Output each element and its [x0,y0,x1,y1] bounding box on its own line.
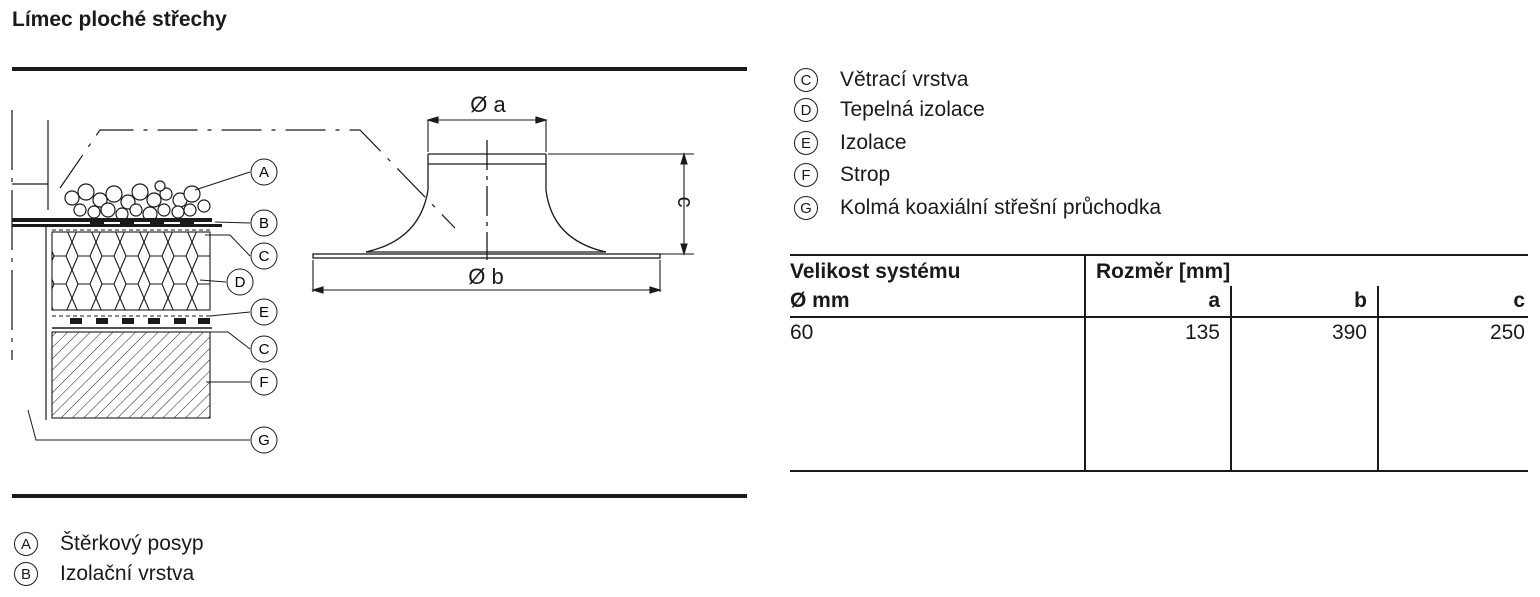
legend-text-g: Kolmá koaxiální střešní průchodka [840,196,1161,219]
svg-text:E: E [258,304,270,321]
callout-c-lower [251,336,277,362]
svg-text:F: F [259,374,269,391]
dim-a-label: Ø a [470,92,506,117]
svg-text:D: D [234,274,246,291]
callout-b [251,210,277,236]
dim-c-label: c [673,196,698,208]
page-title: Límec ploché střechy [12,8,227,31]
table-cell-c: 250 [1489,321,1525,344]
bottom-rule [12,494,747,498]
table-cell-size: 60 [790,321,814,344]
header-b: b [1354,289,1367,312]
callout-d [227,269,253,295]
legend-badge-a: A [14,532,38,556]
dimension-table [790,254,1528,472]
legend-badge-d: D [794,98,818,122]
legend-item-a [14,532,204,556]
legend-item-b [14,562,194,586]
legend-item-d [794,98,985,122]
legend-item-f [794,163,890,187]
svg-text:G: G [258,432,270,449]
gravel-layer [65,181,210,221]
svg-text:C: C [258,248,270,265]
table-cell-a: 135 [1184,321,1220,344]
legend-text-f: Strop [840,163,891,186]
callout-e [251,299,277,325]
table-cell-b: 390 [1331,321,1367,344]
callout-f [251,369,277,395]
header-system-size: Velikost systému [790,260,961,283]
callout-c-upper [251,243,277,269]
legend-badge-e: E [794,131,818,155]
legend-badge-c: C [794,68,818,92]
header-dimension: Rozměr [mm] [1096,260,1231,283]
legend-item-g [794,196,1161,220]
callout-g [251,427,277,453]
legend-text-e: Izolace [840,131,907,154]
flat-roof-collar-diagram [0,60,760,490]
dim-b-label: Ø b [468,264,504,289]
legend-item-e [794,131,907,155]
header-diameter: Ø mm [790,289,850,312]
legend-badge-b: B [14,562,38,586]
svg-text:A: A [258,164,270,181]
header-c: c [1513,289,1525,312]
svg-text:C: C [258,341,270,358]
callout-a [251,159,277,185]
legend-badge-g: G [794,196,818,220]
legend-badge-f: F [794,163,818,187]
roof-collar-drawing [313,140,660,260]
legend-item-c [794,68,968,92]
legend-text-a: Štěrkový posyp [60,532,204,555]
legend-text-b: Izolační vrstva [60,562,195,585]
svg-text:B: B [258,215,270,232]
legend-text-d: Tepelná izolace [840,98,985,121]
legend-text-c: Větrací vrstva [840,68,969,91]
header-a: a [1208,289,1220,312]
